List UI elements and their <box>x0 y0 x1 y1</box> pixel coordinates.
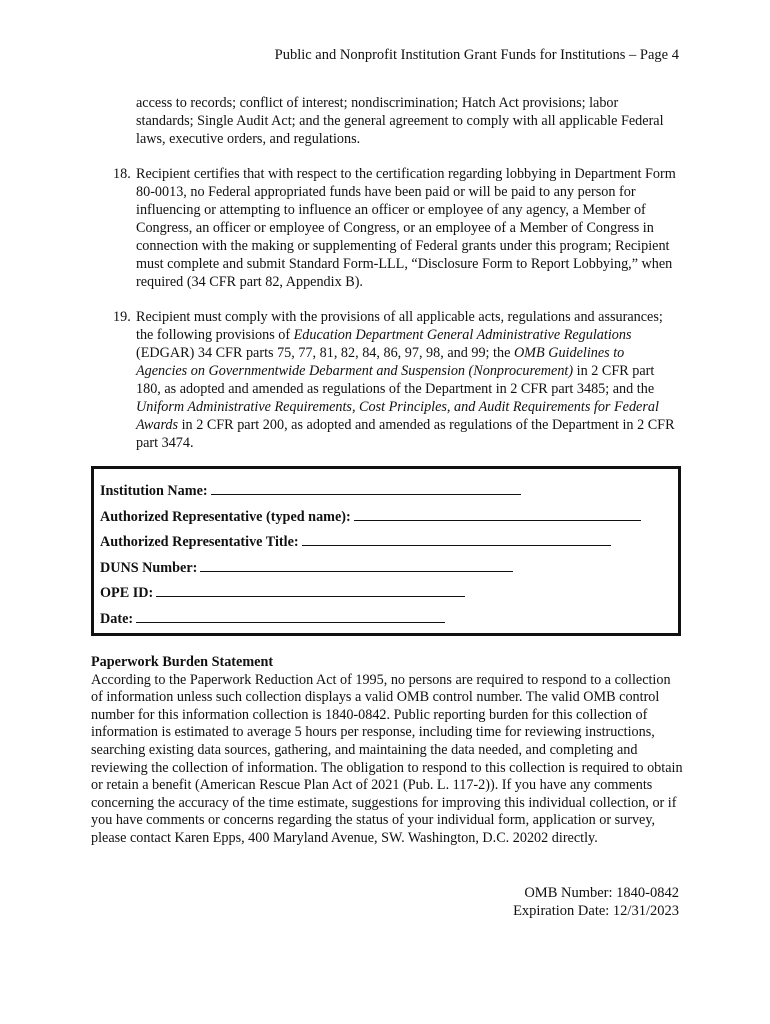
institution-name-field[interactable] <box>211 480 521 495</box>
ope-id-field[interactable] <box>156 582 465 597</box>
institution-name-label: Institution Name: <box>100 483 208 499</box>
item-text <box>136 308 678 452</box>
ope-id-label: OPE ID: <box>100 585 154 601</box>
item-text-part: Recipient must comply with the provisions of all applicable acts, regulations and assurances; the following provisions of <box>136 309 663 343</box>
authorized-rep-title-label: Authorized Representative Title: <box>100 534 299 550</box>
omb-info <box>513 884 679 920</box>
authorized-rep-title-row <box>100 531 611 551</box>
paperwork-burden-statement <box>91 654 685 848</box>
burden-text: According to the Paperwork Reduction Act of 1995, no persons are required to respond to a collection of information unless such collection displays a valid OMB control number. The valid OMB control number for this information collection is 1840-0842. Public reporting burden for this collection of information is estimated to average 5 hours per response, including time for reviewing instructions, searching existing data sources, gathering, and maintaining the data needed, and completing and reviewing the collection of information. The obligation to respond to this collection is required to obtain or retain a benefit (American Rescue Plan Act of 2021 (Pub. L. 117-2)). If you have any comments concerning the accuracy of the time estimate, suggestions for improving this individual collection, or if you have comments or concerns regarding the status of your individual form, application or survey, please contact Karen Epps, 400 Maryland Avenue, SW. Washington, D.C. 20202 directly. <box>91 671 683 846</box>
omb-guidelines-title: OMB Guidelines to Agencies on Governmentwide Debarment and Suspension (Nonprocurement) <box>136 345 625 379</box>
burden-title: Paperwork Burden Statement <box>91 654 274 670</box>
uniform-requirements-title: Uniform Administrative Requirements, Cost Principles, and Audit Requirements for Federal Awards <box>136 399 659 433</box>
date-row <box>100 608 445 628</box>
item-number: 19. <box>113 309 131 325</box>
authorized-rep-name-row <box>100 506 641 526</box>
omb-number: OMB Number: 1840-0842 <box>524 885 679 901</box>
ope-id-row <box>100 582 465 602</box>
item-number: 18. <box>113 166 131 182</box>
item-text-part: (EDGAR) 34 CFR parts 75, 77, 81, 82, 84, 86, 97, 98, and 99; the <box>136 345 514 361</box>
item-text-part: in 2 CFR part 180, as adopted and amended as regulations of the Department in 2 CFR part 3485; and the <box>136 363 655 397</box>
list-item-18 <box>113 165 678 291</box>
duns-number-row <box>100 557 513 577</box>
duns-number-field[interactable] <box>200 557 513 572</box>
item-text-part: in 2 CFR part 200, as adopted and amended as regulations of the Department in 2 CFR part 3474. <box>136 417 675 451</box>
authorized-rep-name-label: Authorized Representative (typed name): <box>100 509 351 525</box>
date-label: Date: <box>100 611 134 627</box>
page-header: Public and Nonprofit Institution Grant Funds for Institutions – Page 4 <box>274 47 679 63</box>
list-item-19 <box>113 308 678 452</box>
signature-form-box <box>91 466 681 636</box>
item-text: Recipient certifies that with respect to the certification regarding lobbying in Department Form 80-0013, no Federal appropriated funds have been paid or will be paid to any person for influencing or attempting to influence an officer or employee of any agency, a Member of Congress, an officer or employee of Congress, or an employee of a Member of Congress in connection with the making or supplementing of Federal grants under this program; Recipient must complete and submit Standard Form-LLL, “Disclosure Form to Report Lobbying,” when required (34 CFR part 82, Appendix B). <box>136 166 676 290</box>
institution-name-row <box>100 480 521 500</box>
expiration-date: Expiration Date: 12/31/2023 <box>513 903 679 919</box>
continued-paragraph: access to records; conflict of interest; nondiscrimination; Hatch Act provisions; labor standards; Single Audit Act; and the general agreement to comply with all applicable Federal laws, executive orders, and regulations. <box>136 95 664 147</box>
authorized-rep-title-field[interactable] <box>302 531 611 546</box>
duns-number-label: DUNS Number: <box>100 560 198 576</box>
edgar-title: Education Department General Administrative Regulations <box>293 327 632 343</box>
date-field[interactable] <box>136 608 445 623</box>
authorized-rep-name-field[interactable] <box>354 506 641 521</box>
